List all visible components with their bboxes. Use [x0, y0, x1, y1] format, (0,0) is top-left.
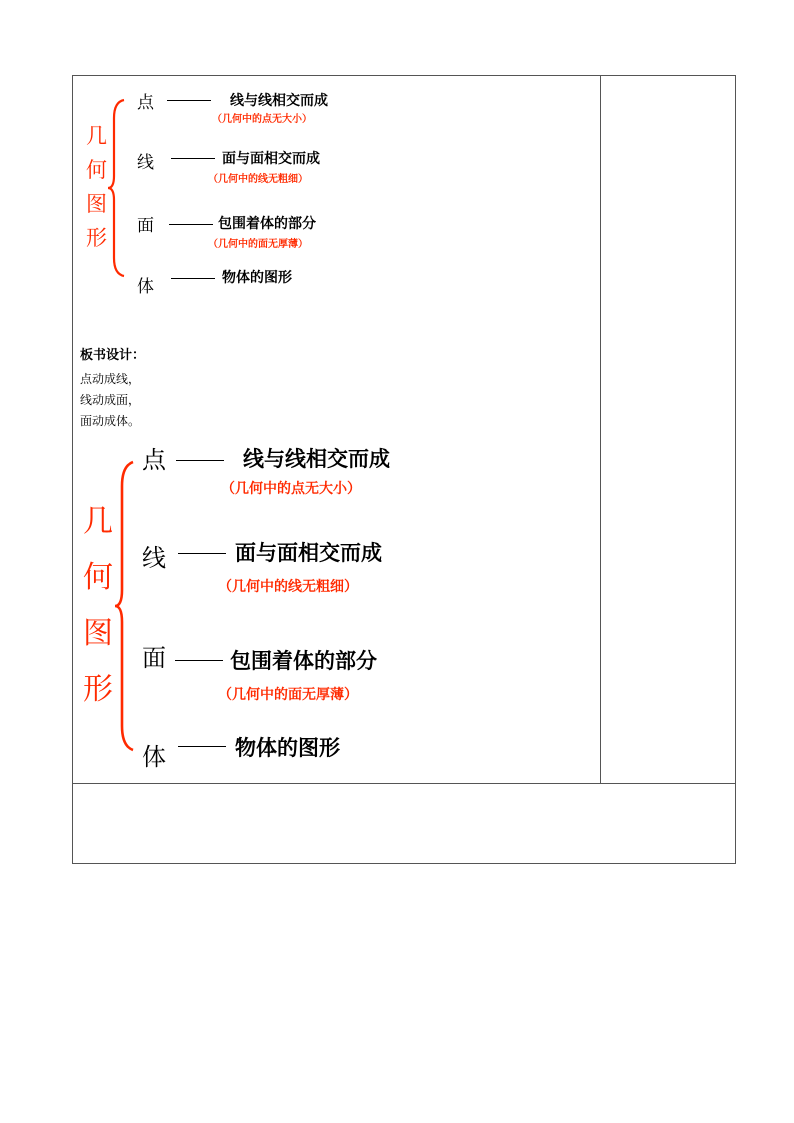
lesson-table — [72, 75, 736, 864]
board-design-line: 点动成线， — [80, 372, 141, 386]
large-title-char: 几 — [83, 504, 113, 539]
large-term: 点 — [142, 446, 166, 474]
large-title-char: 何 — [83, 560, 113, 595]
small-title-char: 形 — [86, 226, 107, 250]
large-dash — [178, 746, 226, 747]
large-title-char: 图 — [83, 616, 113, 651]
small-term: 面 — [137, 216, 154, 236]
small-term: 线 — [137, 153, 154, 173]
board-design-line: 线动成面， — [80, 393, 141, 407]
row-divider — [73, 783, 735, 784]
small-dash — [167, 100, 211, 101]
large-term: 线 — [142, 544, 166, 572]
small-definition: 物体的图形 — [222, 270, 292, 286]
column-divider — [600, 76, 601, 783]
board-design-line: 面动成体。 — [80, 414, 141, 428]
small-title-char: 何 — [86, 158, 107, 182]
large-term: 体 — [142, 743, 166, 771]
small-brace-icon — [108, 98, 126, 278]
small-note: （几何中的线无粗细） — [208, 174, 308, 185]
large-title-char: 形 — [83, 672, 113, 707]
small-title-char: 图 — [86, 192, 107, 216]
large-definition: 包围着体的部分 — [230, 649, 377, 673]
large-note: （几何中的面无厚薄） — [218, 687, 358, 703]
large-note: （几何中的点无大小） — [221, 481, 361, 497]
large-brace-icon — [115, 460, 135, 752]
small-definition: 包围着体的部分 — [218, 216, 316, 232]
board-design-heading: 板书设计： — [80, 348, 146, 363]
small-term: 点 — [137, 93, 154, 113]
small-dash — [169, 224, 213, 225]
small-note: （几何中的点无大小） — [212, 114, 312, 125]
small-note: （几何中的面无厚薄） — [208, 239, 308, 250]
large-definition: 物体的图形 — [235, 736, 340, 760]
small-definition: 线与线相交而成 — [230, 93, 328, 109]
large-note: （几何中的线无粗细） — [218, 579, 358, 595]
large-definition: 面与面相交而成 — [235, 541, 382, 565]
small-term: 体 — [137, 277, 154, 297]
large-dash — [176, 460, 224, 461]
small-definition: 面与面相交而成 — [222, 151, 320, 167]
large-dash — [178, 553, 226, 554]
small-title-char: 几 — [86, 124, 107, 148]
large-term: 面 — [142, 644, 166, 672]
large-dash — [175, 660, 223, 661]
small-dash — [171, 158, 215, 159]
large-definition: 线与线相交而成 — [243, 447, 390, 471]
small-dash — [171, 278, 215, 279]
